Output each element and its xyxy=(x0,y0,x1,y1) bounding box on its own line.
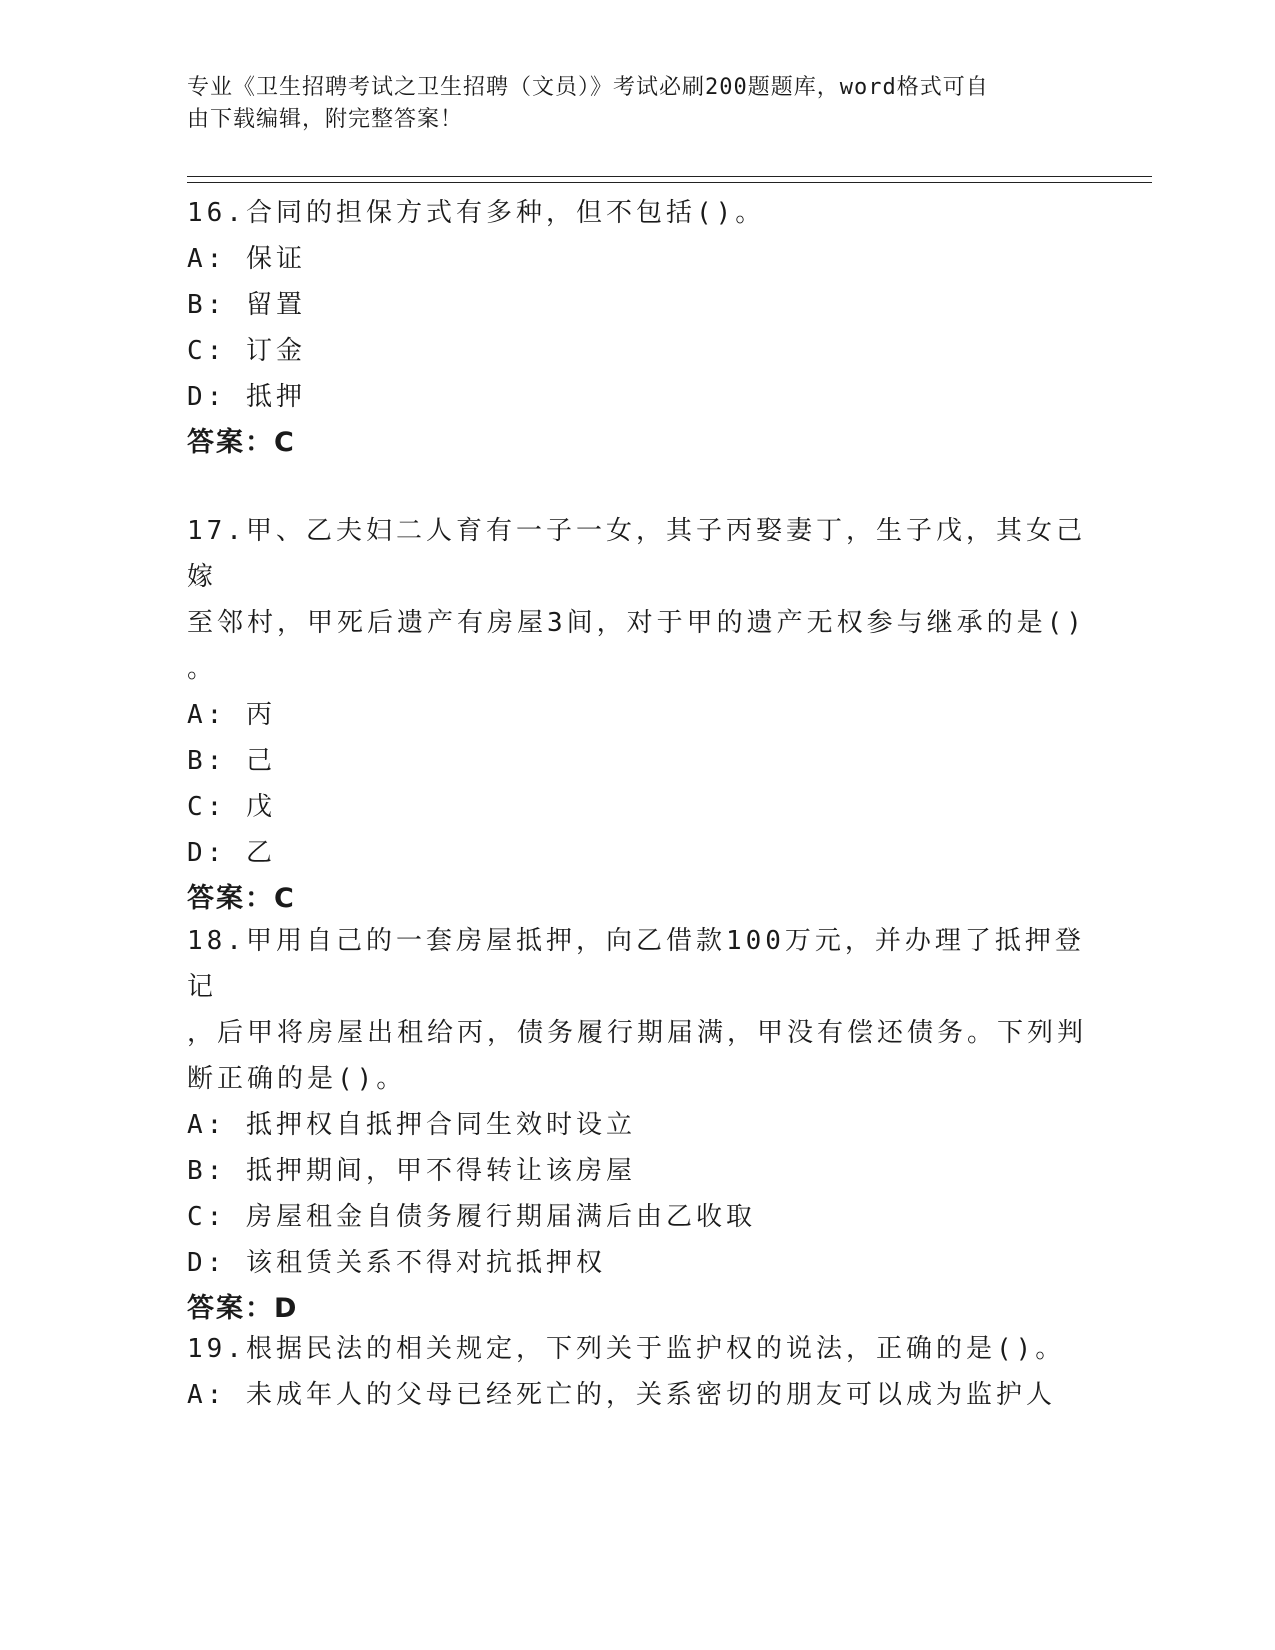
option-d: D: 该租赁关系不得对抗抵押权 xyxy=(187,1248,606,1278)
answer: 答案：C xyxy=(187,883,296,914)
option-b: B: 己 xyxy=(187,746,276,776)
option-d: D: 乙 xyxy=(187,838,276,868)
option-d: D: 抵押 xyxy=(187,382,306,412)
question-text-line: 16.合同的担保方式有多种，但不包括()。 xyxy=(187,198,766,228)
option-b: B: 留置 xyxy=(187,290,306,320)
header-line-1: 专业《卫生招聘考试之卫生招聘（文员）》考试必刷200题题库，word格式可自 xyxy=(187,75,989,100)
option-c: C: 订金 xyxy=(187,336,306,366)
answer: 答案：D xyxy=(187,1293,299,1324)
header-divider-bottom xyxy=(187,182,1152,183)
question-16 xyxy=(187,190,1087,466)
question-17 xyxy=(187,508,1087,922)
option-b: B: 抵押期间，甲不得转让该房屋 xyxy=(187,1156,636,1186)
question-text-line: 断正确的是()。 xyxy=(187,1064,407,1094)
question-19 xyxy=(187,1326,1087,1418)
option-c: C: 房屋租金自债务履行期届满后由乙收取 xyxy=(187,1202,756,1232)
question-text-line: 19.根据民法的相关规定，下列关于监护权的说法，正确的是()。 xyxy=(187,1334,1066,1364)
option-a: A: 保证 xyxy=(187,244,306,274)
option-a: A: 丙 xyxy=(187,700,276,730)
option-a: A: 抵押权自抵押合同生效时设立 xyxy=(187,1110,636,1140)
question-18 xyxy=(187,918,1087,1332)
option-a: A: 未成年人的父母已经死亡的，关系密切的朋友可以成为监护人 xyxy=(187,1380,1056,1410)
question-text-line: 17.甲、乙夫妇二人育有一子一女，其子丙娶妻丁，生子戊，其女己嫁 xyxy=(187,516,1086,592)
answer: 答案：C xyxy=(187,427,296,458)
question-text-line: 。 xyxy=(187,654,218,684)
option-c: C: 戊 xyxy=(187,792,276,822)
question-text-line: ，后甲将房屋出租给丙，债务履行期届满，甲没有偿还债务。下列判 xyxy=(187,1018,1088,1048)
question-text-line: 至邻村，甲死后遗产有房屋3间，对于甲的遗产无权参与继承的是() xyxy=(187,608,1086,638)
header-line-2: 由下载编辑，附完整答案！ xyxy=(187,107,464,132)
document-header xyxy=(187,72,1067,136)
header-divider-top xyxy=(187,176,1152,177)
question-text-line: 18.甲用自己的一套房屋抵押，向乙借款100万元，并办理了抵押登记 xyxy=(187,926,1085,1002)
